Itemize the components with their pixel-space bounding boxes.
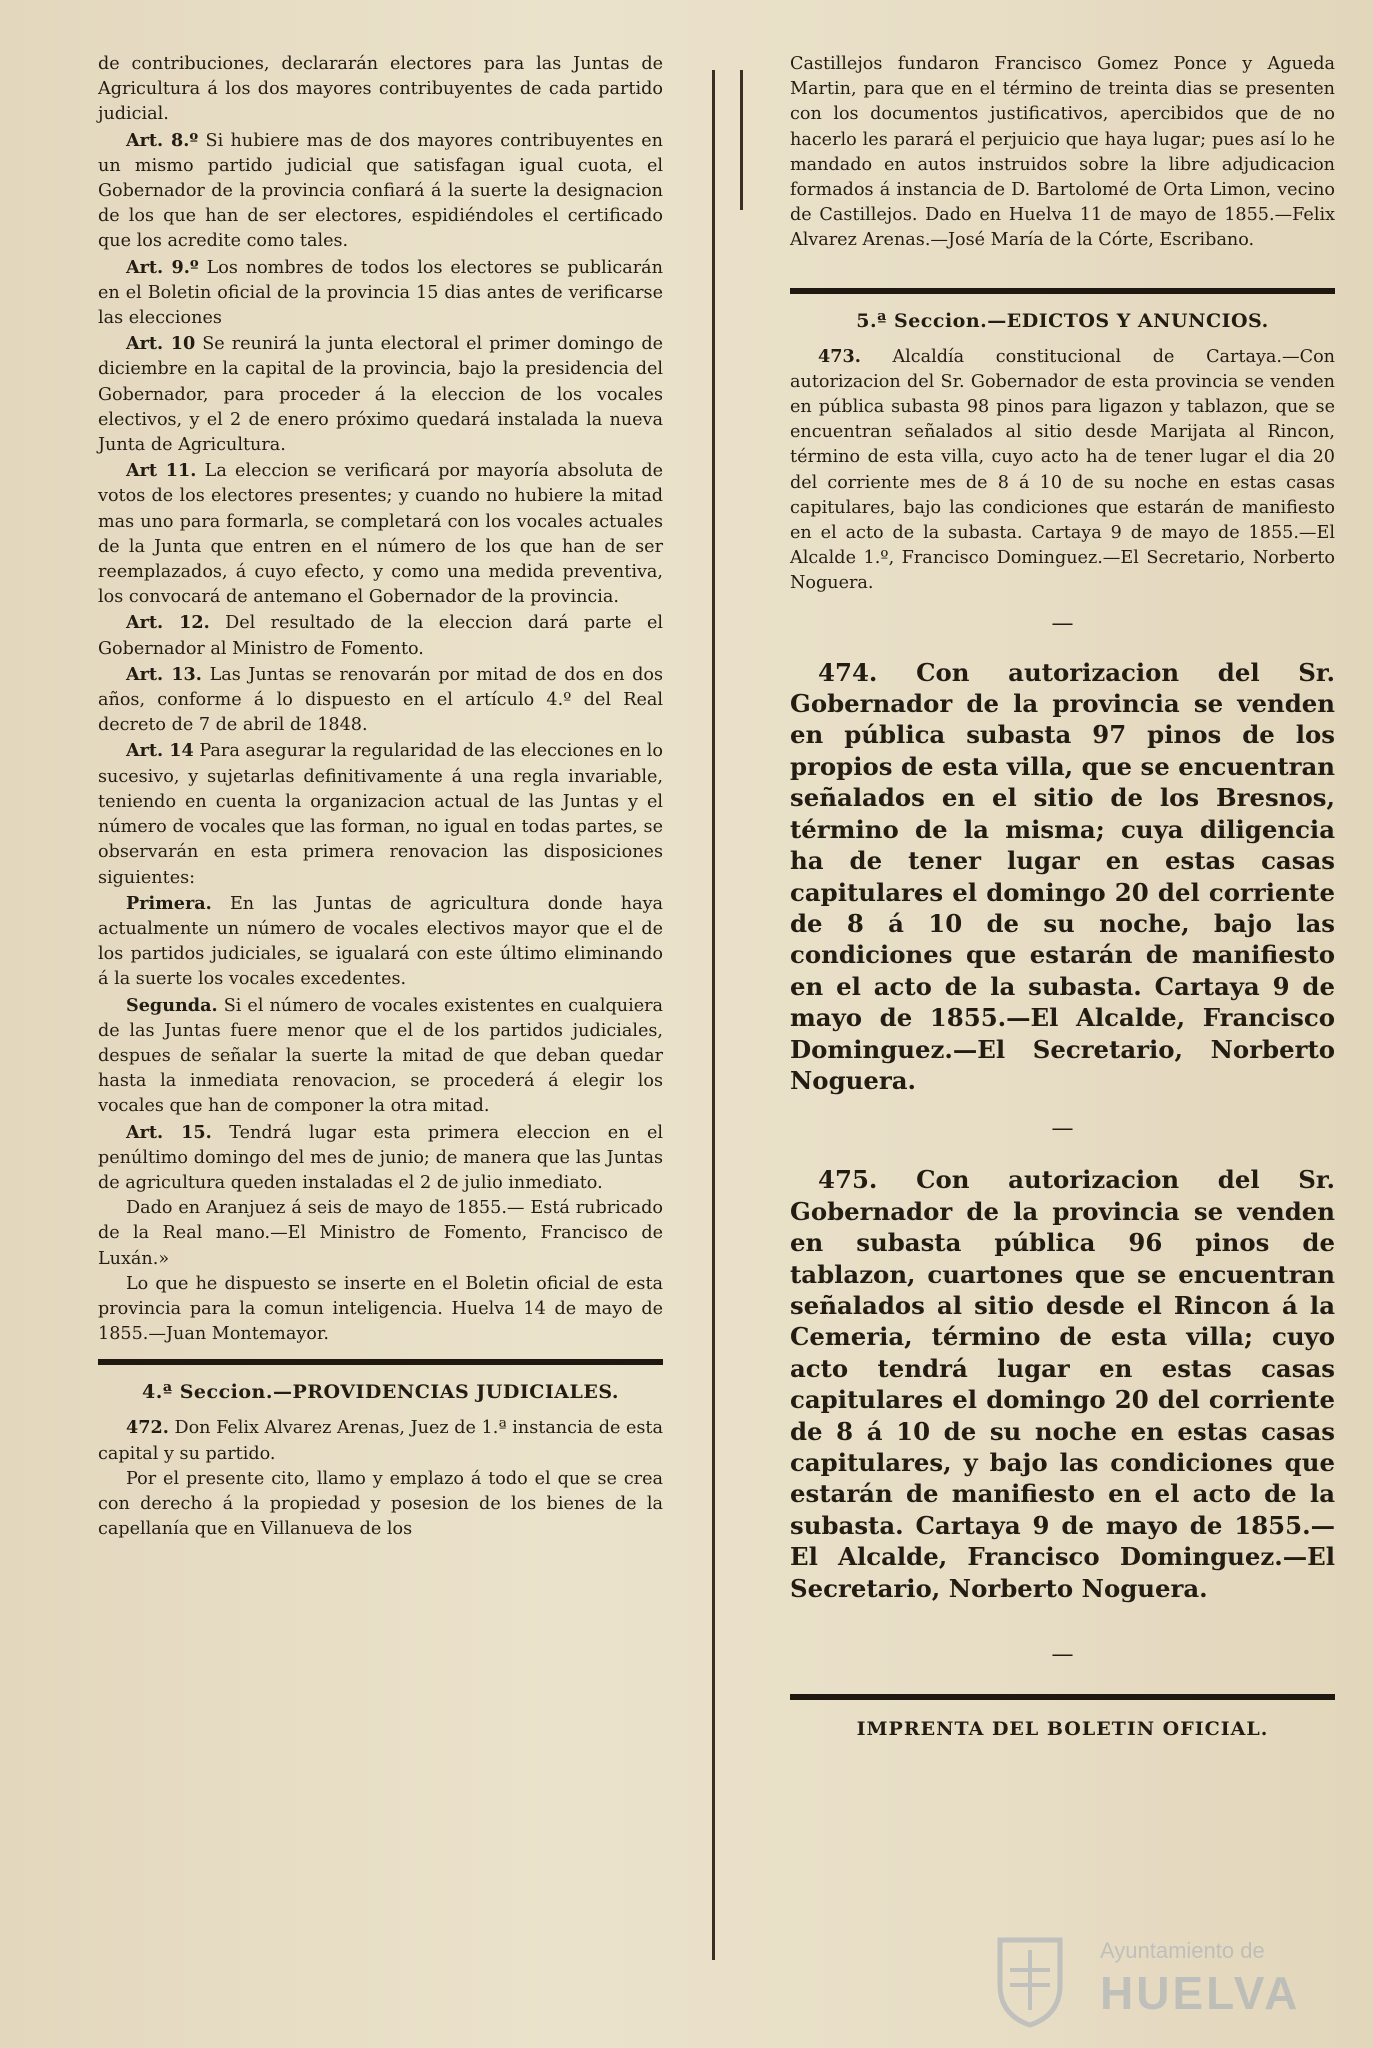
article-8 bbox=[98, 128, 663, 255]
article-label: Art 11. bbox=[126, 460, 197, 482]
provision-label: Primera. bbox=[126, 892, 212, 914]
notice-text: Con autorizacion del Sr. Gobernador de la provincia se venden en pública subasta 97 pinos de los propios de esta villa, que se encuentran señalados en el sitio de los Bresnos, término de la misma; cuya diligencia ha de tener lugar en estas casas capitulares el domingo 20 del corriente de 8 á 10 de su noche, bajo las condiciones que estarán de manifiesto en el acto de la subasta. Cartaya 9 de mayo de 1855.—El Alcalde, Francisco Dominguez.—El Secretario, Norberto Noguera. bbox=[790, 657, 1335, 1095]
provision-label: Segunda. bbox=[126, 994, 218, 1016]
article-text: Para asegurar la regularidad de las elecciones en lo sucesivo, y sujetarlas definitivamente á una regla invariable, teniendo en cuenta la organizacion actual de las Juntas y el número de vocales que las forman, no igual en todas partes, se observarán en esta primera renovacion las disposiciones siguientes: bbox=[98, 741, 664, 888]
notice-473 bbox=[790, 344, 1335, 597]
provision-first bbox=[98, 891, 663, 993]
notice-text: Con autorizacion del Sr. Gobernador de la provincia se venden en subasta pública 96 pinos de tablazon, cuartones que se encuentran señalados al sitio desde el Rincon á la Cemeria, término de esta villa; cuyo acto tendrá lugar en estas casas capitulares el domingo 20 del corriente de 8 á 10 de su noche en estas casas capitulares, y bajo las condiciones que estarán de manifiesto en el acto de la subasta. Cartaya 9 de mayo de 1855.—El Alcalde, Francisco Dominguez.—El Secretario, Norberto Noguera. bbox=[790, 1165, 1335, 1603]
article-11 bbox=[98, 458, 663, 610]
article-9 bbox=[98, 255, 663, 332]
notice-474 bbox=[790, 657, 1335, 1097]
provision-text: Si el número de vocales existentes en cualquiera de las Juntas fuere menor que el de los partidos judiciales, despues de señalar la suerte la mitad de que deban quedar hasta la inmediata renovacion, se procederá á elegir los vocales que han de componer la otra mitad. bbox=[98, 995, 664, 1117]
article-text: Tendrá lugar esta primera eleccion en el penúltimo domingo del mes de junio; de manera que las Juntas de agricultura queden instaladas el 2 de julio inmediato. bbox=[98, 1122, 664, 1193]
separator-dash: — bbox=[1051, 1642, 1074, 1668]
paragraph-intro: de contribuciones, declararán electores para las Juntas de Agricultura á los dos mayores contribuyentes de cada partido judicial. bbox=[98, 54, 663, 125]
watermark-subtitle: Ayuntamiento de bbox=[1100, 1938, 1265, 1963]
notice-475 bbox=[790, 1164, 1335, 1604]
archive-watermark bbox=[960, 1930, 1340, 2030]
article-label: Art. 15. bbox=[126, 1121, 212, 1143]
section-rule bbox=[98, 1359, 663, 1365]
column-divider-top bbox=[740, 70, 743, 210]
decree-signature: Dado en Aranjuez á seis de mayo de 1855.— Está rubricado de la Real mano.—El Ministro de Fomento, Francisco de Luxán.» bbox=[98, 1198, 663, 1269]
column-divider bbox=[712, 70, 715, 1960]
notice-number: 475. bbox=[818, 1165, 878, 1195]
article-text: Las Juntas se renovarán por mitad de dos en dos años, conforme á lo dispuesto en el artículo 4.º del Real decreto de 7 de abril de 1848. bbox=[98, 664, 664, 736]
article-text: Del resultado de la eleccion dará parte el Gobernador al Ministro de Fomento. bbox=[98, 613, 663, 659]
section-rule bbox=[790, 288, 1335, 294]
section-5-title: 5.ª Seccion.—EDICTOS Y ANUNCIOS. bbox=[856, 309, 1269, 332]
publication-order: Lo que he dispuesto se inserte en el Boletin oficial de esta provincia para la comun inteligencia. Huelva 14 de mayo de 1855.—Juan Montemayor. bbox=[98, 1273, 663, 1345]
separator-dash: — bbox=[1051, 610, 1074, 636]
article-label: Art. 9.º bbox=[126, 256, 199, 278]
article-10 bbox=[98, 331, 663, 458]
notice-number: 473. bbox=[818, 345, 861, 367]
notice-472 bbox=[98, 1415, 663, 1466]
notice-number: 474. bbox=[818, 657, 878, 687]
notice-text: Alcaldía constitucional de Cartaya.—Con autorizacion del Sr. Gobernador de esta provincia se venden en pública subasta 98 pinos para ligazon y tablazon, que se encuentran señalados al sitio desde Marijata al Rincon, término de esta villa, cuyo acto ha de tener lugar el dia 20 del corriente mes de 8 á 10 de su noche en estas casas capitulares, bajo las condiciones que estarán de manifiesto en el acto de la subasta. Cartaya 9 de mayo de 1855.—El Alcalde 1.º, Francisco Dominguez.—El Secretario, Norberto Noguera. bbox=[790, 346, 1335, 594]
article-text: Los nombres de todos los electores se publicarán en el Boletin oficial de la provincia 15 dias antes de verificarse las elecciones bbox=[98, 257, 663, 329]
city-shield-icon bbox=[980, 1930, 1080, 2030]
left-column bbox=[98, 52, 663, 1542]
provision-second bbox=[98, 993, 663, 1120]
notice-472-body: Por el presente cito, llamo y emplazo á todo el que se crea con derecho á la propiedad y posesion de los bienes de la capellanía que en Villanueva de los bbox=[98, 1468, 663, 1540]
article-15 bbox=[98, 1120, 663, 1197]
notice-472-continued: Castillejos fundaron Francisco Gomez Ponce y Agueda Martin, para que en el término de treinta dias se presenten con los documentos justificativos, apercibidos que de no hacerlo les parará el perjuicio que haya lugar; pues así lo he mandado en autos instruidos sobre la libre adjudicacion formados á instancia de D. Bartolomé de Orta Limon, vecino de Castillejos. Dado en Huelva 11 de mayo de 1855.—Felix Alvarez Arenas.—José María de la Córte, Escribano. bbox=[790, 54, 1335, 251]
article-text: Se reunirá la junta electoral el primer domingo de diciembre en la capital de la provincia, bajo la presidencia del Gobernador, para proceder á la eleccion de los vocales electivos, y el 2 de enero próximo quedará instalada la nueva Junta de Agricultura. bbox=[98, 334, 664, 456]
separator-dash: — bbox=[1051, 1116, 1074, 1142]
article-text: La eleccion se verificará por mayoría absoluta de votos de los electores presentes; y cuando no hubiere la mitad mas uno para formarla, se completará con los vocales actuales de la Junta que entren en el número de los que han de ser reemplazados, á cuyo efecto, y como una medida preventiva, los convocará de antemano el Gobernador de la provincia. bbox=[98, 461, 663, 608]
watermark-title: HUELVA bbox=[1100, 1967, 1301, 2019]
notice-heading: Don Felix Alvarez Arenas, Juez de 1.ª instancia de esta capital y su partido. bbox=[98, 1418, 663, 1464]
section-4-title: 4.ª Seccion.—PROVIDENCIAS JUDICIALES. bbox=[142, 1381, 619, 1404]
article-text: Si hubiere mas de dos mayores contribuyentes en un mismo partido judicial que satisfagan igual cuota, el Gobernador de la provincia confiará á la suerte la designacion de los que han de ser electores, espidiéndoles el certificado que los acredite como tales. bbox=[98, 130, 664, 252]
article-label: Art. 8.º bbox=[126, 129, 199, 151]
printer-imprint: IMPRENTA DEL BOLETIN OFICIAL. bbox=[856, 1718, 1269, 1741]
article-label: Art. 12. bbox=[126, 612, 210, 634]
right-column bbox=[790, 52, 1335, 1740]
article-label: Art. 14 bbox=[126, 740, 194, 762]
article-13 bbox=[98, 662, 663, 739]
provision-text: En las Juntas de agricultura donde haya actualmente un número de vocales electivos mayor que el de los partidos judiciales, se igualará con este último eliminando á la suerte los vocales excedentes. bbox=[98, 893, 664, 990]
article-label: Art. 10 bbox=[126, 333, 196, 355]
article-12 bbox=[98, 610, 663, 661]
article-label: Art. 13. bbox=[126, 663, 202, 685]
notice-number: 472. bbox=[126, 1417, 169, 1439]
footer-rule bbox=[790, 1694, 1335, 1700]
article-14 bbox=[98, 738, 663, 890]
